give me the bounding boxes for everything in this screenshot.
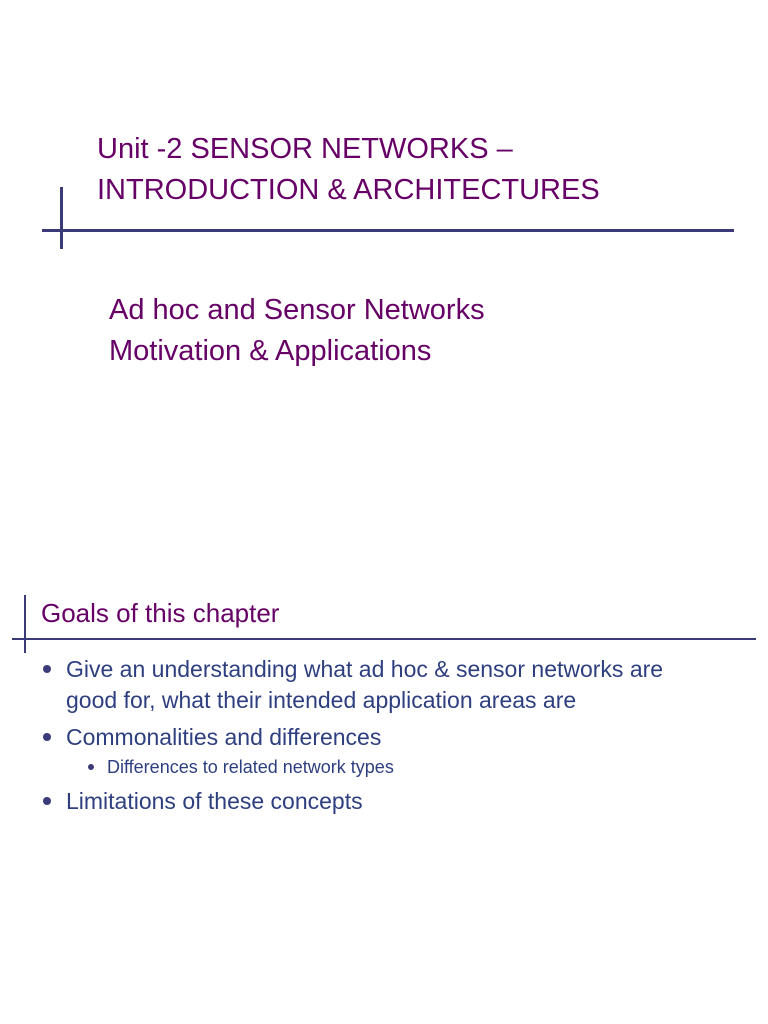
section-horizontal-rule	[12, 638, 756, 640]
list-item	[0, 786, 768, 817]
section-vertical-rule	[24, 595, 26, 653]
list-item-line-1: Give an understanding what ad hoc & sensor networks are	[66, 656, 664, 682]
list-item-text: Commonalities and differences	[66, 724, 382, 750]
slide-title	[97, 129, 600, 211]
slide-title-line-2: INTRODUCTION & ARCHITECTURES	[97, 174, 600, 206]
goals-list	[0, 654, 768, 823]
sub-list-item	[0, 755, 768, 780]
bullet-dot-icon	[88, 764, 94, 770]
slide-subtitle	[109, 290, 485, 372]
bullet-dot-icon	[43, 733, 51, 741]
slide-subtitle-line-2: Motivation & Applications	[109, 335, 432, 367]
title-vertical-rule	[60, 187, 63, 249]
list-item	[0, 722, 768, 753]
bullet-dot-icon	[43, 797, 51, 805]
list-item-text: Limitations of these concepts	[66, 788, 363, 814]
slide-title-line-1: Unit -2 SENSOR NETWORKS –	[97, 133, 513, 165]
list-item	[0, 654, 768, 716]
sub-list-item-text: Differences to related network types	[107, 757, 394, 777]
slide-subtitle-line-1: Ad hoc and Sensor Networks	[109, 294, 485, 326]
bullet-dot-icon	[43, 665, 51, 673]
section-heading: Goals of this chapter	[41, 598, 280, 628]
list-item-line-2: good for, what their intended application areas are	[66, 687, 577, 713]
title-horizontal-rule	[42, 229, 734, 232]
